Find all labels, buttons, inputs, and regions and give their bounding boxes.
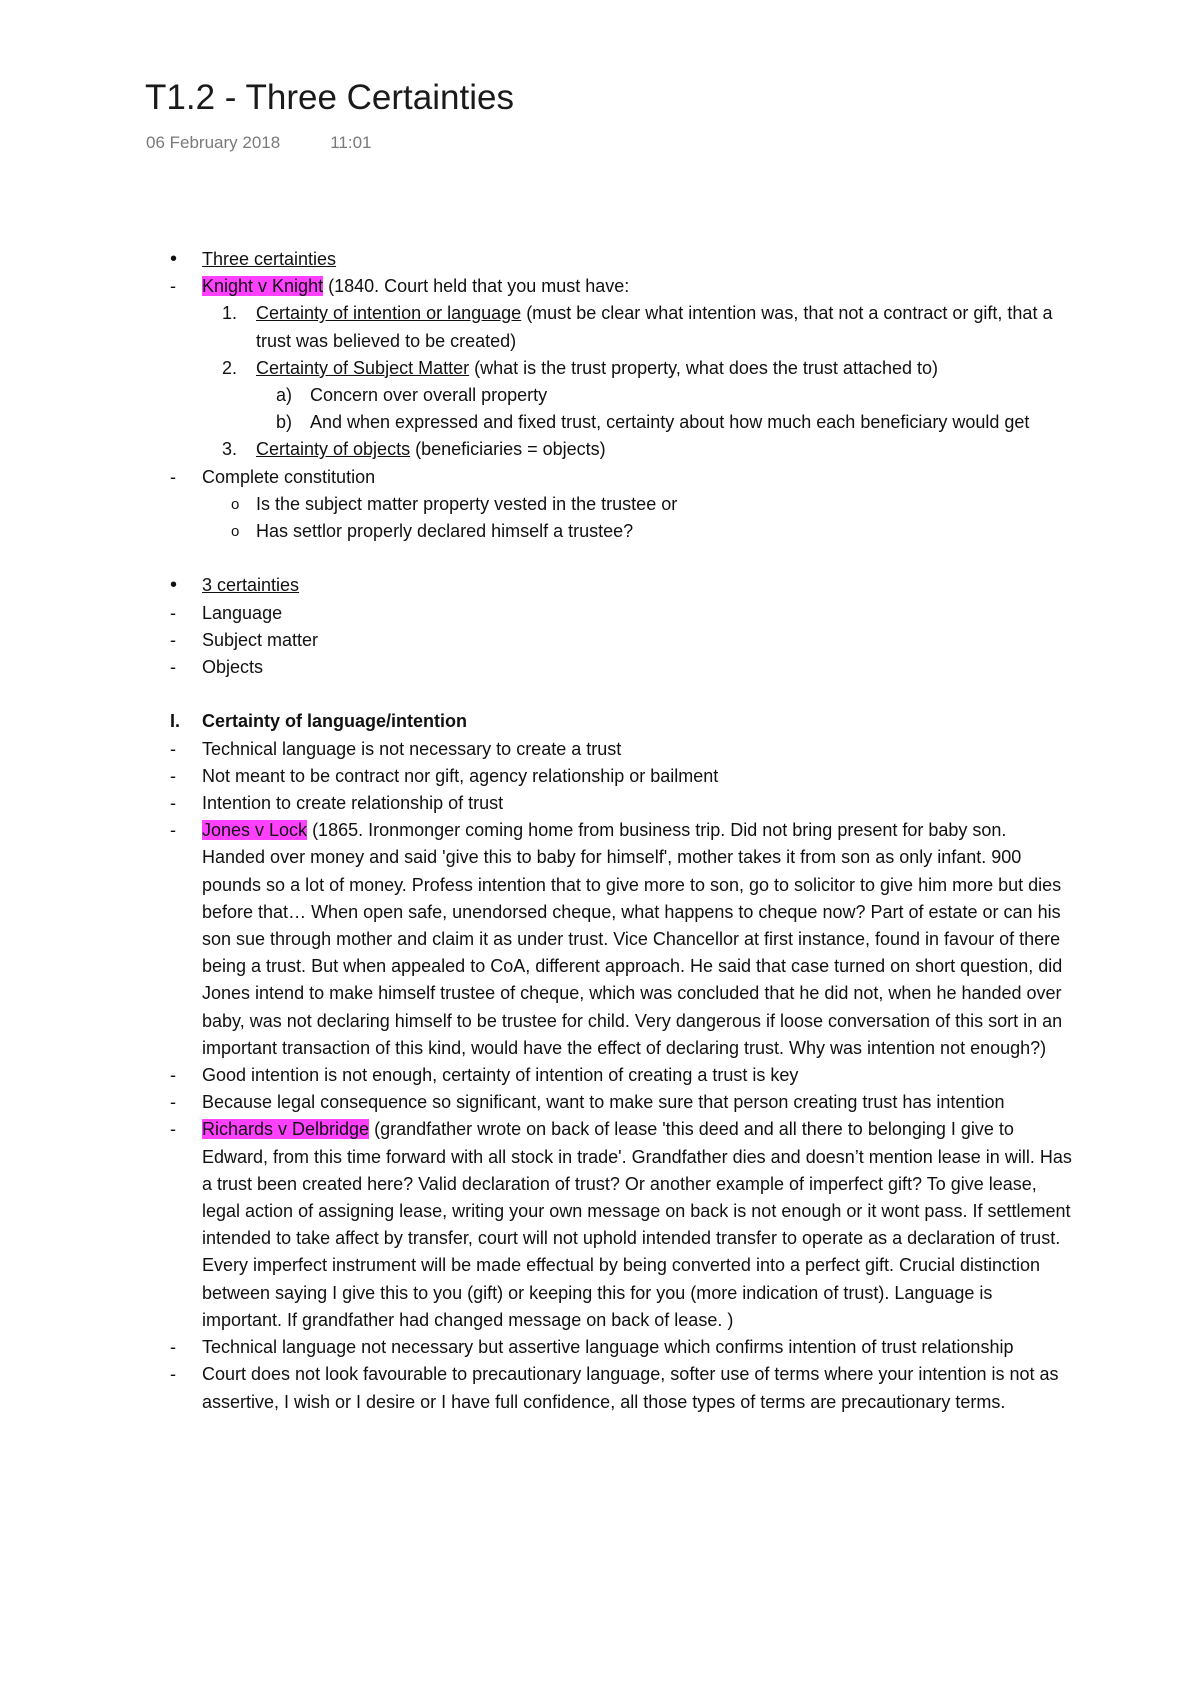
dash-marker: - — [170, 1364, 176, 1385]
dash-marker: - — [170, 1119, 176, 1140]
dash-item — [0, 1361, 1200, 1415]
heading-text: Certainty of language/intention — [202, 711, 468, 732]
dash-marker: - — [170, 629, 176, 650]
dash-item-jones-v-lock — [0, 817, 1200, 1062]
bullet-marker: • — [170, 574, 178, 597]
item-text: (what is the trust property, what does the trust attached to) — [469, 357, 938, 378]
number-marker: 1. — [222, 303, 238, 324]
letter-marker: b) — [276, 412, 293, 433]
numbered-item-2 — [0, 355, 1200, 382]
item-text: Complete constitution — [202, 466, 376, 487]
item-text: (1865. Ironmonger coming home from business trip. Did not bring present for baby son. Handed over money and said 'give this to baby for himself', mother takes it from son as only infant. 900 pounds so a lot of money. Profess intention that to give more to son, go to solicitor to give him more but dies before that… When open safe, unendorsed cheque, what happens to cheque now? Part of estate or can his son sue through mother and claim it as under trust. Vice Chancellor at first instance, found in favour of there being a trust. But when appealed to CoA, different approach. He said that case turned on short question, did Jones intend to make himself trustee of cheque, which was concluded that he did not, when he handed over baby, was not declaring himself to be trustee for child. Very dangerous if loose conversation of this sort in an important transaction of this kind, would have the effect of declaring trust. Why was intention not enough?) — [202, 820, 1063, 1058]
dash-marker: - — [170, 738, 176, 759]
numbered-item-1 — [0, 300, 1200, 354]
dash-marker: - — [170, 765, 176, 786]
item-heading: Certainty of intention or language — [256, 303, 522, 324]
item-text: Technical language not necessary but assertive language which confirms intention of trust relationship — [202, 1337, 1014, 1358]
item-text: Not meant to be contract nor gift, agency relationship or bailment — [202, 765, 719, 786]
bullet-heading-three-certainties — [0, 246, 1200, 273]
item-text: Good intention is not enough, certainty of intention of creating a trust is key — [202, 1065, 799, 1086]
lettered-item-b — [0, 409, 1200, 436]
case-name-knight-v-knight: Knight v Knight — [202, 276, 324, 297]
sub-bullet-item — [0, 491, 1200, 518]
spacer — [0, 681, 1200, 708]
dash-item — [0, 1062, 1200, 1089]
hollow-bullet-marker: o — [231, 495, 240, 513]
item-text: Technical language is not necessary to create a trust — [202, 738, 622, 759]
item-text: (must be clear what intention was, that not a contract or gift, that a trust was believed to be created) — [256, 303, 1053, 351]
lettered-item-a — [0, 382, 1200, 409]
dash-marker: - — [170, 657, 176, 678]
dash-item-knight — [0, 273, 1200, 300]
dash-marker: - — [170, 1337, 176, 1358]
item-text: Court does not look favourable to precautionary language, softer use of terms where your intention is not as assertive, I wish or I desire or I have full confidence, all those types of terms are precautionary terms. — [202, 1364, 1059, 1412]
item-text: And when expressed and fixed trust, certainty about how much each beneficiary would get — [310, 412, 1030, 433]
item-text: Concern over overall property — [310, 385, 548, 406]
item-heading: Certainty of objects — [256, 439, 411, 460]
section-heading-certainty-of-language — [0, 708, 1200, 735]
item-text: (beneficiaries = objects) — [410, 439, 606, 460]
item-text: (1840. Court held that you must have: — [323, 276, 630, 297]
case-name-richards-v-delbridge: Richards v Delbridge — [202, 1119, 370, 1140]
sub-bullet-item — [0, 518, 1200, 545]
dash-marker: - — [170, 276, 176, 297]
dash-marker: - — [170, 793, 176, 814]
number-marker: 3. — [222, 439, 238, 460]
item-text: Language — [202, 602, 283, 623]
case-name-jones-v-lock: Jones v Lock — [202, 820, 308, 841]
item-text: Intention to create relationship of trust — [202, 793, 504, 814]
spacer — [0, 545, 1200, 572]
dash-item — [0, 1089, 1200, 1116]
dash-marker: - — [170, 1065, 176, 1086]
dash-item — [0, 763, 1200, 790]
note-date: 06 February 2018 — [146, 133, 281, 152]
dash-item-complete-constitution — [0, 464, 1200, 491]
dash-marker: - — [170, 602, 176, 623]
item-text: Because legal consequence so significant, want to make sure that person creating trust has intention — [202, 1092, 1005, 1113]
note-body — [0, 246, 1200, 1416]
item-text: Objects — [202, 657, 264, 678]
dash-item — [0, 1334, 1200, 1361]
item-text: Has settlor properly declared himself a trustee? — [256, 521, 634, 542]
item-text: Subject matter — [202, 629, 319, 650]
dash-marker: - — [170, 1092, 176, 1113]
item-text: (grandfather wrote on back of lease 'this deed and all there to belonging I give to Edward, from this time forward with all stock in trade'. Grandfather dies and doesn’t mention lease in will. Has a trust been created here? Valid declaration of trust? Or another example of imperfect gift? To give lease, legal action of assigning lease, writing your own message on back is not enough or it wont pass. If settlement intended to take affect by transfer, court will not uphold intended transfer to operate as a declaration of trust. Every imperfect instrument will be made effectual by being converted into a perfect gift. Crucial distinction between saying I give this to you (gift) or keeping this for you (more indication of trust). Language is important. If grandfather had changed message on back of lease. ) — [202, 1119, 1072, 1330]
note-timestamp — [146, 131, 371, 155]
bullet-marker: • — [170, 248, 178, 270]
hollow-bullet-marker: o — [231, 523, 240, 541]
heading-text: Three certainties — [202, 249, 337, 269]
numbered-item-3 — [0, 436, 1200, 463]
item-text: Is the subject matter property vested in the trustee or — [256, 493, 678, 514]
roman-numeral-marker: I. — [170, 711, 181, 732]
dash-item-richards-v-delbridge — [0, 1116, 1200, 1334]
dash-item — [0, 654, 1200, 681]
item-heading: Certainty of Subject Matter — [256, 357, 470, 378]
heading-text: 3 certainties — [202, 575, 300, 596]
dash-marker: - — [170, 820, 176, 841]
page-title: T1.2 - Three Certainties — [145, 78, 514, 117]
dash-item — [0, 627, 1200, 654]
dash-item — [0, 790, 1200, 817]
dash-marker: - — [170, 466, 176, 487]
bullet-heading-3-certainties — [0, 572, 1200, 599]
letter-marker: a) — [276, 385, 293, 406]
number-marker: 2. — [222, 357, 238, 378]
dash-item — [0, 736, 1200, 763]
dash-item — [0, 600, 1200, 627]
note-time: 11:01 — [330, 133, 372, 152]
